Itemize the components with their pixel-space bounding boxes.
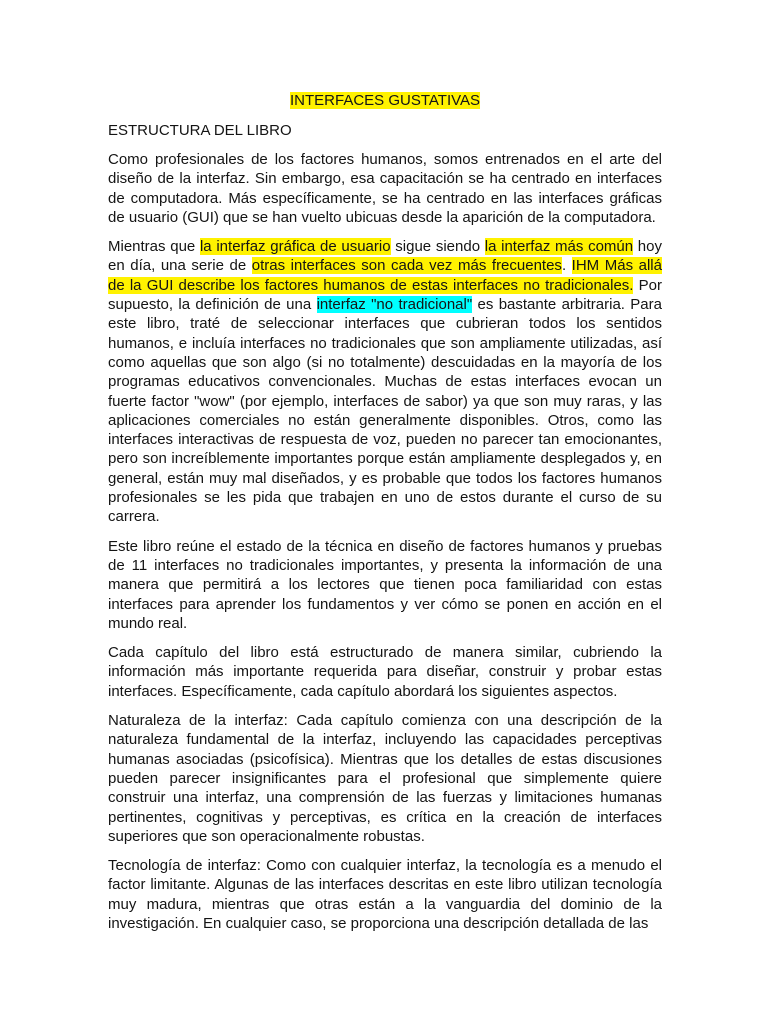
paragraph-2-text-3: hoy en día, una serie de <box>108 238 662 275</box>
paragraph-4: Cada capítulo del libro está estructurado de manera similar, cubriendo la información más importante requerida para diseñar, construir y probar estas interfaces. Específicamente, cada capítulo abordará los siguientes aspectos. <box>108 644 662 700</box>
document-title <box>108 90 662 112</box>
paragraph-5: Naturaleza de la interfaz: Cada capítulo comienza con una descripción de la naturaleza fundamental de la interfaz, incluyendo las capacidades perceptivas humanas asociadas (psicofísica). Mientras que los detalles de estas discusiones pueden parecer insignificantes para el profesional que simplemente quiere construir una interfaz, una comprensión de las fuerzas y limitaciones humanas pertinentes, cognitivas y perceptivas, es crítica en la creación de interfaces superiores que son operacionalmente robustas. <box>108 712 662 845</box>
paragraph-2-text-1: Mientras que <box>108 238 200 256</box>
highlight-ihm-beyond-gui: IHM Más allá de la GUI describe los factores humanos de estas interfaces no tradicionales. <box>108 257 662 294</box>
paragraph-2-text-4: . <box>561 257 572 275</box>
paragraph-2-text-6: es bastante arbitraria. Para este libro, traté de seleccionar interfaces que cubrieran todos los sentidos humanos, e incluía interfaces no tradicionales que son ampliamente utilizadas, así como aquellas que son algo (si no totalmente) descuidadas en la mayoría de los programas educativos convencionales. Muchas de estas interfaces evocan un fuerte factor "wow" (por ejemplo, interfaces de sabor) ya que son muy raras, y las aplicaciones comerciales no están generalmente disponibles. Otros, como las interfaces interactivas de respuesta de voz, pueden no parecer tan emocionantes, pero son increíblemente importantes porque están ampliamente desplegados y, en general, están muy mal diseñados, y es probable que todos los factores humanos profesionales se les pida que trabajen en uno de estos durante el curso de su carrera. <box>108 296 662 526</box>
paragraph-2-text-5: Por supuesto, la definición de una <box>108 276 662 314</box>
highlight-other-interfaces: otras interfaces son cada vez más frecuentes <box>251 257 562 275</box>
paragraph-6: Tecnología de interfaz: Como con cualquier interfaz, la tecnología es a menudo el factor limitante. Algunas de las interfaces descritas en este libro utilizan tecnología muy madura, mientras que otras están a la vanguardia del dominio de la investigación. En cualquier caso, se proporciona una descripción detallada de las <box>108 857 662 932</box>
title-highlight: INTERFACES GUSTATIVAS <box>289 92 481 109</box>
section-heading: ESTRUCTURA DEL LIBRO <box>108 122 292 139</box>
highlight-most-common: la interfaz más común <box>484 238 634 256</box>
paragraph-1: Como profesionales de los factores humanos, somos entrenados en el arte del diseño de la interfaz. Sin embargo, esa capacitación se ha centrado en interfaces de computadora. Más específicamente, se ha centrado en las interfaces gráficas de usuario (GUI) que se han vuelto ubicuas desde la aparición de la computadora. <box>108 151 662 226</box>
paragraph-2-text-2: sigue siendo <box>390 238 485 256</box>
highlight-non-traditional: interfaz "no tradicional" <box>316 296 473 314</box>
paragraph-3: Este libro reúne el estado de la técnica en diseño de factores humanos y pruebas de 11 interfaces no tradicionales importantes, y presenta la información de una manera que permitirá a los lectores que tienen poca familiaridad con estas interfaces para aprender los fundamentos y ver cómo se ponen en acción en el mundo real. <box>108 537 662 632</box>
paragraph-2 <box>108 237 662 526</box>
highlight-gui: la interfaz gráfica de usuario <box>199 238 391 256</box>
